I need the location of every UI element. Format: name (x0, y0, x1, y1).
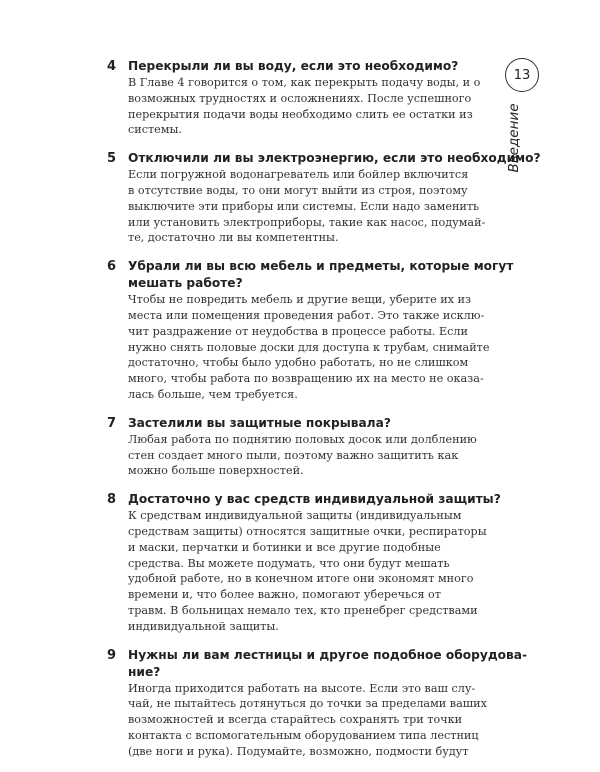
item-number: 8 (107, 492, 117, 508)
item-number: 7 (107, 415, 117, 431)
checklist-item-9 (107, 647, 528, 760)
item-answer: В Главе 4 говорится о том, как перекрыть подачу воды, и о возможных трудностях и осложнениях. После успешного перекрытия подачи воды необходимо слить ее остатки из системы. (128, 76, 481, 137)
checklist-item-5 (107, 150, 541, 246)
item-number: 4 (107, 59, 117, 74)
item-question: Отключили ли вы электроэнергию, если это необходимо? (128, 151, 541, 166)
item-question: Убрали ли вы всю мебель и предметы, которые могут мешать работе? (128, 259, 514, 291)
item-question: Достаточно у вас средств индивидуальной защиты? (128, 492, 501, 507)
section-title: Введение (506, 103, 522, 173)
page-number: 13 (505, 58, 539, 92)
checklist-item-6 (107, 258, 514, 403)
item-question: Нужны ли вам лестницы и другое подобное оборудова- ние? (128, 647, 528, 679)
item-number: 9 (107, 647, 117, 663)
item-answer: Любая работа по поднятию половых досок или долблению стен создает много пыли, поэтому важно защитить как можно больше поверхностей. (128, 432, 477, 478)
item-question: Застелили вы защитные покрывала? (128, 415, 391, 430)
checklist-item-4 (107, 58, 502, 138)
item-answer: К средствам индивидуальной защиты (индивидуальным средствам защиты) относятся защитные очки, респираторы и маски, перчатки и ботинки и все другие подобные средства. Вы можете подумать, что они будут мешать удобной работе, но в конечном итоге они экономят много времени и, что более важно, помогают уберечься от травм. В больницах немало тех, кто пренебрег средствами индивидуальной защиты. (128, 509, 487, 633)
item-answer: Чтобы не повредить мебель и другие вещи, уберите их из места или помещения проведения работ. Это также исклю- чит раздражение от неудобства в процессе работы. Если нужно снять половые доски для доступа к трубам, снимайте достаточно, чтобы было удобно работать, но не слишком много, чтобы работа по возвращению их на место не оказа- лась больше, чем требуется. (128, 293, 490, 401)
item-answer: Иногда приходится работать на высоте. Если это ваш слу- чай, не пытайтесь дотянуться до точки за пределами ваших возможностей и всегда старайтесь сохранять три точки контакта с вспомогательным оборудованием типа лестниц (две ноги и рука). Подумайте, возможно, подмости будут (128, 681, 487, 758)
item-answer: Если погружной водонагреватель или бойлер включится в отсутствие воды, то они могут выйти из строя, поэтому выключите эти приборы или системы. Если надо заменить или установить электроприборы, такие как насос, подумай- те, достаточно ли вы компетентны. (128, 168, 486, 245)
checklist-item-8 (107, 491, 502, 634)
item-number: 5 (107, 151, 117, 167)
item-question: Перекрыли ли вы воду, если это необходимо? (128, 59, 459, 73)
checklist-item-7 (107, 415, 502, 479)
item-number: 6 (107, 259, 117, 275)
